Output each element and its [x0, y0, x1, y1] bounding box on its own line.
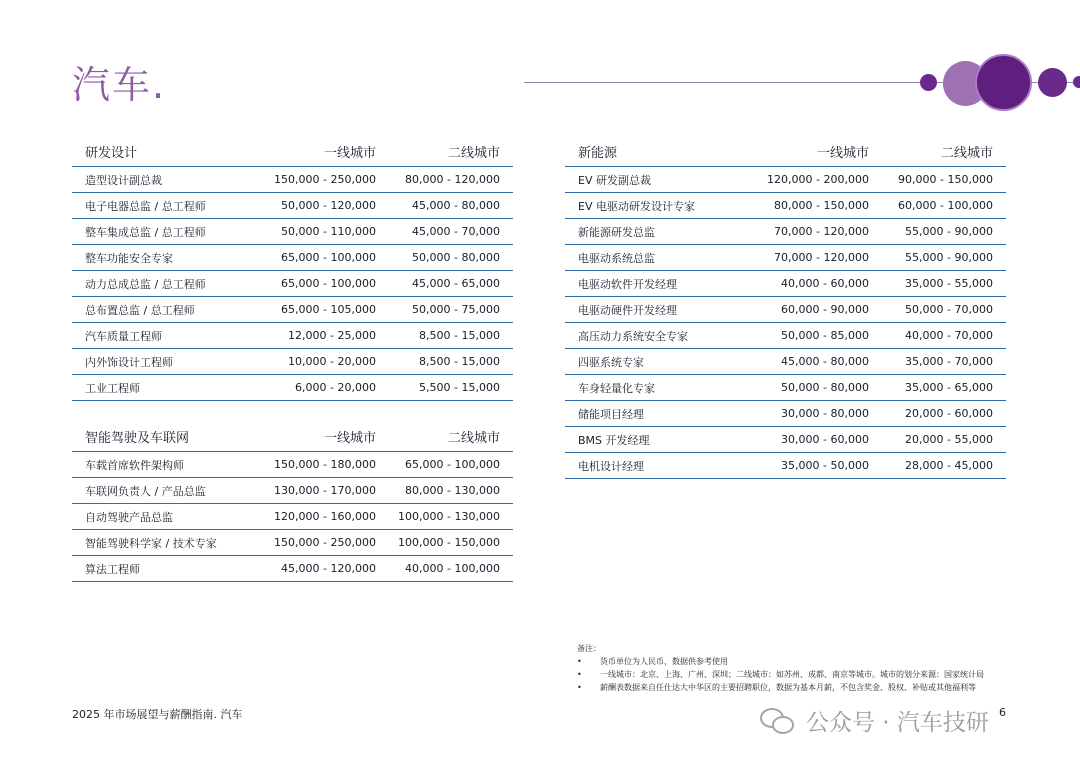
salary-city1: 65,000 - 100,000	[281, 251, 376, 264]
salary-city1: 150,000 - 250,000	[274, 536, 376, 549]
salary-city1: 50,000 - 85,000	[781, 329, 869, 342]
salary-city2: 8,500 - 15,000	[419, 355, 500, 368]
decor-circle	[1038, 68, 1067, 97]
salary-city2: 100,000 - 150,000	[398, 536, 500, 549]
table-row	[565, 427, 1006, 453]
job-title: 电驱动硬件开发经理	[578, 303, 677, 317]
table-row	[72, 297, 513, 323]
table-row	[72, 452, 513, 478]
job-title: 智能驾驶科学家 / 技术专家	[85, 536, 217, 550]
salary-table-rd	[72, 137, 513, 401]
job-title: BMS 开发经理	[578, 433, 650, 447]
job-title: 新能源研发总监	[578, 225, 655, 239]
salary-city1: 50,000 - 120,000	[281, 199, 376, 212]
table-row	[565, 401, 1006, 427]
salary-city1: 120,000 - 200,000	[767, 173, 869, 186]
table-row	[565, 297, 1006, 323]
column-header-city2: 二线城市	[940, 146, 993, 161]
salary-city1: 10,000 - 20,000	[288, 355, 376, 368]
salary-city1: 35,000 - 50,000	[781, 459, 869, 472]
salary-city2: 8,500 - 15,000	[419, 329, 500, 342]
note-item: • 一线城市：北京、上海、广州、深圳；二线城市：如苏州、成都、南京等城市。城市的划分来源：国家统计局	[577, 670, 984, 679]
table-row	[72, 271, 513, 297]
table-row	[72, 556, 513, 582]
salary-city1: 50,000 - 110,000	[281, 225, 376, 238]
table-row	[72, 193, 513, 219]
salary-city1: 45,000 - 120,000	[281, 562, 376, 575]
notes	[577, 642, 984, 694]
salary-city2: 35,000 - 70,000	[905, 355, 993, 368]
watermark	[760, 704, 989, 737]
table-row	[565, 375, 1006, 401]
table-row	[72, 167, 513, 193]
wechat-icon	[760, 706, 796, 736]
job-title: 电机设计经理	[578, 459, 644, 473]
column-header-city2: 二线城市	[447, 431, 500, 446]
table-header	[565, 137, 1006, 167]
job-title: 内外饰设计工程师	[85, 355, 173, 369]
column-header-city2: 二线城市	[447, 146, 500, 161]
job-title: EV 电驱动研发设计专家	[578, 199, 695, 213]
table-row	[72, 375, 513, 401]
job-title: 算法工程师	[85, 562, 140, 576]
salary-city2: 20,000 - 55,000	[905, 433, 993, 446]
table-row	[565, 453, 1006, 479]
table-header	[72, 422, 513, 452]
salary-city1: 40,000 - 60,000	[781, 277, 869, 290]
job-title: 整车功能安全专家	[85, 251, 173, 265]
salary-city2: 60,000 - 100,000	[898, 199, 993, 212]
salary-city2: 90,000 - 150,000	[898, 173, 993, 186]
salary-city2: 45,000 - 65,000	[412, 277, 500, 290]
column-header-city1: 一线城市	[323, 146, 376, 161]
table-row	[72, 349, 513, 375]
salary-city1: 60,000 - 90,000	[781, 303, 869, 316]
salary-city2: 40,000 - 70,000	[905, 329, 993, 342]
job-title: 动力总成总监 / 总工程师	[85, 277, 206, 291]
table-row	[72, 245, 513, 271]
job-title: 电驱动软件开发经理	[578, 277, 677, 291]
salary-city2: 45,000 - 70,000	[412, 225, 500, 238]
salary-city2: 35,000 - 55,000	[905, 277, 993, 290]
page-number: 6	[999, 706, 1006, 719]
job-title: 储能项目经理	[578, 407, 644, 421]
table-row	[72, 530, 513, 556]
footer-text: 2025 年市场展望与薪酬指南. 汽车	[72, 708, 243, 721]
salary-city1: 150,000 - 180,000	[274, 458, 376, 471]
salary-city2: 40,000 - 100,000	[405, 562, 500, 575]
table-header	[72, 137, 513, 167]
salary-city2: 100,000 - 130,000	[398, 510, 500, 523]
table-row	[565, 193, 1006, 219]
decor-circle	[975, 54, 1032, 111]
salary-city2: 28,000 - 45,000	[905, 459, 993, 472]
salary-city2: 50,000 - 80,000	[412, 251, 500, 264]
salary-city2: 80,000 - 120,000	[405, 173, 500, 186]
salary-city2: 50,000 - 75,000	[412, 303, 500, 316]
salary-city2: 55,000 - 90,000	[905, 251, 993, 264]
job-title: 总布置总监 / 总工程师	[85, 303, 195, 317]
job-title: 车身轻量化专家	[578, 381, 655, 395]
column-header-city1: 一线城市	[816, 146, 869, 161]
table-row	[565, 167, 1006, 193]
salary-city1: 45,000 - 80,000	[781, 355, 869, 368]
salary-city2: 5,500 - 15,000	[419, 381, 500, 394]
salary-city2: 65,000 - 100,000	[405, 458, 500, 471]
salary-table-nev	[565, 137, 1006, 479]
job-title: 工业工程师	[85, 381, 140, 395]
table-row	[565, 219, 1006, 245]
decor-circle	[920, 74, 937, 91]
salary-city2: 20,000 - 60,000	[905, 407, 993, 420]
table-row	[72, 504, 513, 530]
salary-city2: 80,000 - 130,000	[405, 484, 500, 497]
table-section-title: 研发设计	[85, 146, 138, 161]
note-item: • 薪酬表数据来自任仕达大中华区的主要招聘职位，数据为基本月薪，不包含奖金、股权、补贴或其他福利等	[577, 683, 976, 692]
watermark-text: 公众号 · 汽车技研	[806, 710, 989, 736]
table-row	[72, 323, 513, 349]
salary-city2: 35,000 - 65,000	[905, 381, 993, 394]
table-row	[72, 478, 513, 504]
salary-city1: 30,000 - 80,000	[781, 407, 869, 420]
job-title: 整车集成总监 / 总工程师	[85, 225, 206, 239]
salary-city2: 50,000 - 70,000	[905, 303, 993, 316]
salary-city2: 55,000 - 90,000	[905, 225, 993, 238]
notes-label: 备注：	[577, 644, 601, 653]
salary-city1: 6,000 - 20,000	[295, 381, 376, 394]
table-section-title: 智能驾驶及车联网	[85, 431, 190, 446]
salary-city1: 130,000 - 170,000	[274, 484, 376, 497]
note-item: • 货币单位为人民币，数据供参考使用	[577, 657, 728, 666]
job-title: 四驱系统专家	[578, 355, 644, 369]
table-row	[565, 271, 1006, 297]
salary-city1: 70,000 - 120,000	[774, 251, 869, 264]
table-section-title: 新能源	[578, 146, 618, 161]
table-row	[565, 323, 1006, 349]
salary-city1: 50,000 - 80,000	[781, 381, 869, 394]
job-title: 汽车质量工程师	[85, 329, 162, 343]
table-row	[565, 349, 1006, 375]
salary-city1: 12,000 - 25,000	[288, 329, 376, 342]
table-row	[565, 245, 1006, 271]
salary-city1: 80,000 - 150,000	[774, 199, 869, 212]
table-row	[72, 219, 513, 245]
salary-city1: 30,000 - 60,000	[781, 433, 869, 446]
job-title: 车联网负责人 / 产品总监	[85, 484, 206, 498]
salary-city1: 150,000 - 250,000	[274, 173, 376, 186]
job-title: 造型设计副总裁	[85, 173, 162, 187]
job-title: EV 研发副总裁	[578, 173, 651, 187]
decor-circle	[1073, 76, 1080, 88]
salary-city1: 70,000 - 120,000	[774, 225, 869, 238]
page-title: 汽车.	[72, 63, 167, 107]
salary-city2: 45,000 - 80,000	[412, 199, 500, 212]
job-title: 车载首席软件架构师	[85, 458, 184, 472]
job-title: 电驱动系统总监	[578, 251, 655, 265]
column-header-city1: 一线城市	[323, 431, 376, 446]
job-title: 电子电器总监 / 总工程师	[85, 199, 206, 213]
salary-city1: 120,000 - 160,000	[274, 510, 376, 523]
job-title: 自动驾驶产品总监	[85, 510, 173, 524]
job-title: 高压动力系统安全专家	[578, 329, 688, 343]
salary-city1: 65,000 - 100,000	[281, 277, 376, 290]
salary-table-adas	[72, 422, 513, 582]
salary-city1: 65,000 - 105,000	[281, 303, 376, 316]
